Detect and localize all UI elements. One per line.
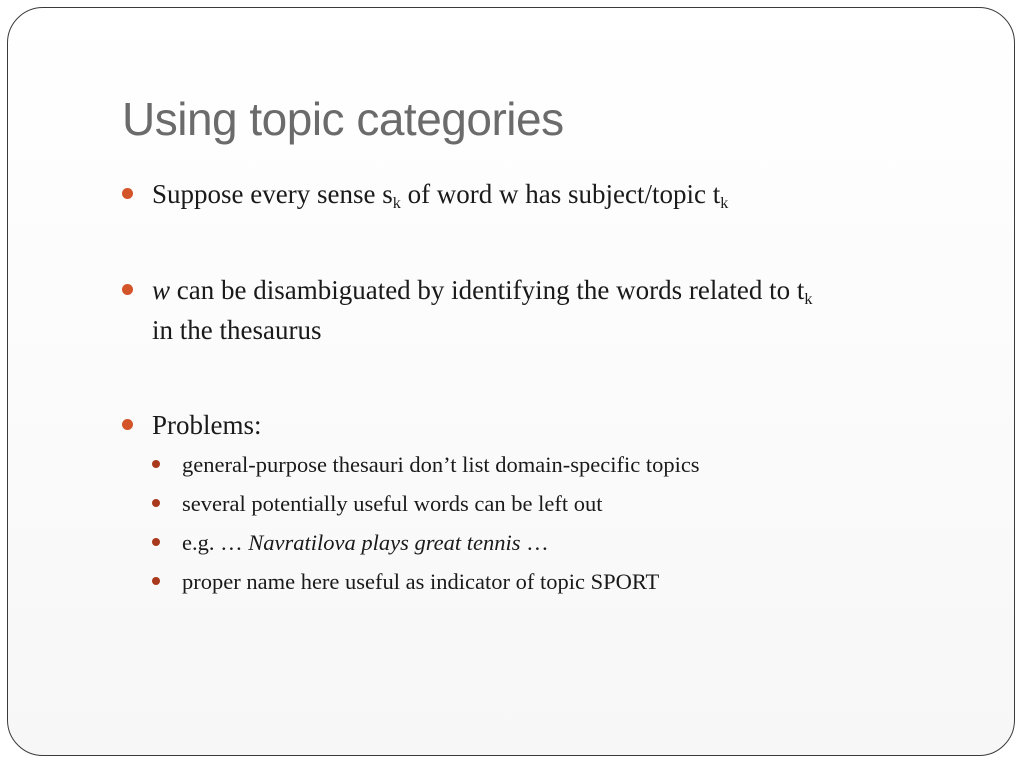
sub-bullet-1-text: general-purpose thesauri don’t list domain-specific topics bbox=[182, 452, 700, 477]
bullet-1-text-mid: of word w has subject/topic t bbox=[400, 179, 721, 209]
subscript-k: k bbox=[804, 290, 813, 308]
bullet-dot-icon bbox=[122, 188, 133, 199]
sub-bullet-dot-icon bbox=[152, 577, 160, 585]
bullet-1-text: Suppose every sense s bbox=[152, 179, 393, 209]
sub-bullet-3-pre: e.g. … bbox=[182, 530, 249, 555]
sub-bullet-3-italic: Navratilova plays great tennis bbox=[248, 530, 521, 555]
bullet-dot-icon bbox=[122, 284, 133, 295]
sub-bullet-dot-icon bbox=[152, 538, 160, 546]
sub-bullet-3-post: … bbox=[520, 530, 549, 555]
bullet-2-line2: in the thesaurus bbox=[152, 315, 322, 345]
sub-bullet-dot-icon bbox=[152, 499, 160, 507]
bullet-item-3 bbox=[122, 405, 982, 445]
bullet-dot-icon bbox=[122, 419, 133, 430]
sub-bullet-item-1 bbox=[152, 445, 982, 484]
sub-bullet-2-text: several potentially useful words can be left out bbox=[182, 491, 603, 516]
sub-bullet-dot-icon bbox=[152, 460, 160, 468]
sub-bullet-item-3 bbox=[152, 523, 982, 562]
bullet-item-2 bbox=[122, 270, 982, 350]
bullet-2-italic-w: w bbox=[152, 275, 171, 305]
subscript-k: k bbox=[720, 194, 729, 212]
bullet-list bbox=[122, 174, 982, 601]
bullet-item-1 bbox=[122, 174, 982, 214]
sub-bullet-4-text: proper name here useful as indicator of topic SPORT bbox=[182, 569, 660, 594]
slide-title: Using topic categories bbox=[122, 93, 564, 145]
slide-frame bbox=[7, 7, 1015, 756]
sub-bullet-item-2 bbox=[152, 484, 982, 523]
bullet-3-text: Problems: bbox=[152, 410, 262, 440]
subscript-k: k bbox=[392, 194, 401, 212]
bullet-2-text: can be disambiguated by identifying the words related to t bbox=[170, 275, 805, 305]
sub-bullet-list bbox=[122, 445, 982, 601]
sub-bullet-item-4 bbox=[152, 562, 982, 601]
